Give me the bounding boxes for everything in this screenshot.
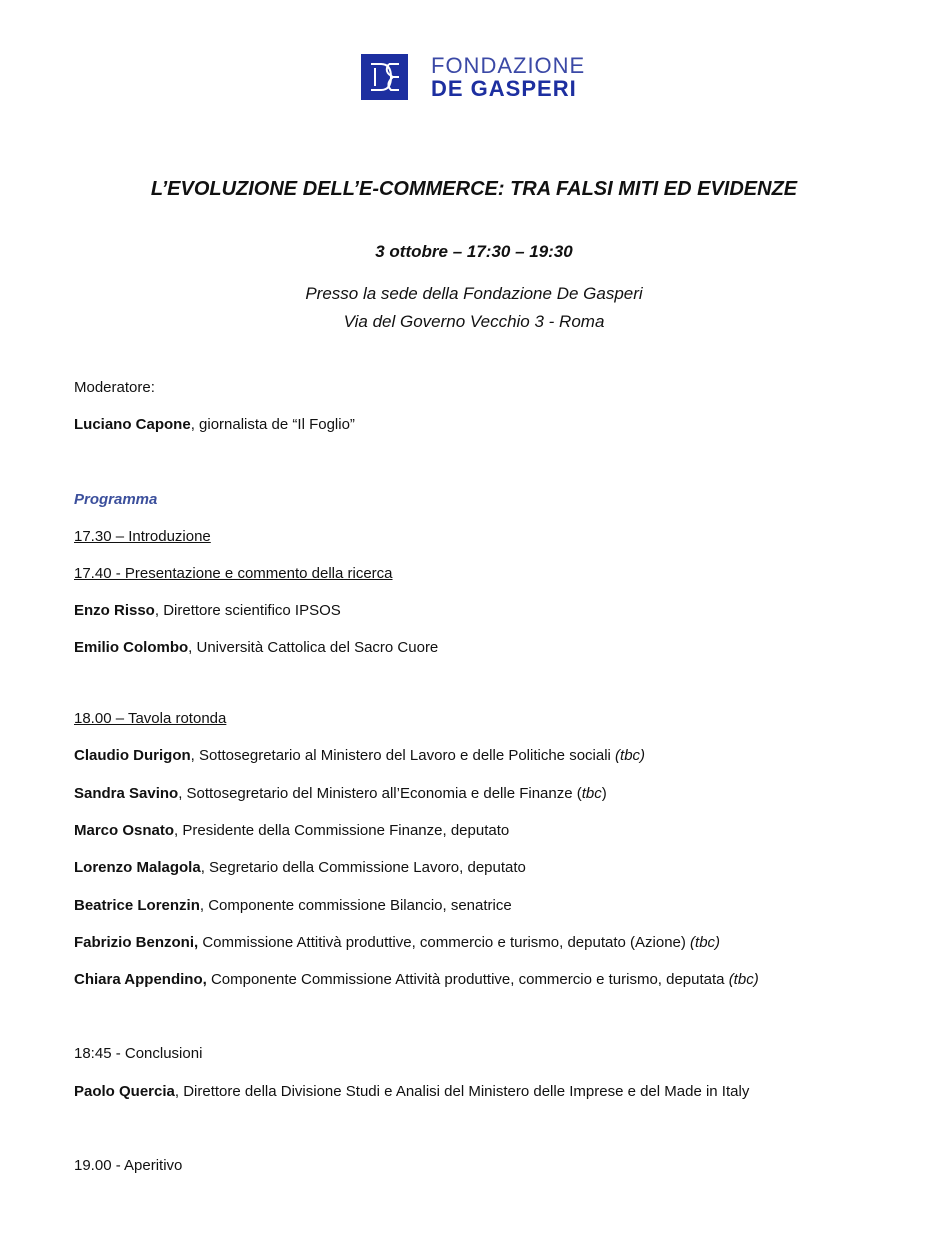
agenda-intro: 17.30 – Introduzione <box>74 528 211 545</box>
tbc-note: (tbc) <box>615 747 646 764</box>
tbc-close: ) <box>601 785 607 802</box>
agenda-aperitif: 19.00 - Aperitivo <box>74 1157 183 1174</box>
panelist-name: Lorenzo Malagola <box>74 859 201 876</box>
logo <box>361 54 585 100</box>
panelist-line <box>74 859 526 876</box>
presenter-line <box>74 602 341 619</box>
presenter-role: , Università Cattolica del Sacro Cuore <box>188 639 439 656</box>
panelist-role: , Sottosegretario del Ministero all’Economia e delle Finanze ( <box>178 785 582 802</box>
agenda-presentation: 17.40 - Presentazione e commento della ricerca <box>74 565 393 582</box>
panelist-role: , Sottosegretario al Ministero del Lavoro e delle Politiche sociali <box>190 747 616 764</box>
agenda-roundtable: 18.00 – Tavola rotonda <box>74 710 227 727</box>
programme-heading: Programma <box>74 491 158 508</box>
panelist-line <box>74 785 607 802</box>
agenda-conclusions: 18:45 - Conclusioni <box>74 1045 203 1062</box>
panelist-name: Sandra Savino <box>74 785 179 802</box>
panelist-line <box>74 822 509 839</box>
moderator-role: , giornalista de “Il Foglio” <box>190 416 355 433</box>
logo-line2: DE GASPERI <box>431 75 577 101</box>
panelist-name: Beatrice Lorenzin <box>74 897 200 914</box>
logo-line1: FONDAZIONE <box>431 52 586 78</box>
event-title: L’EVOLUZIONE DELL’E-COMMERCE: TRA FALSI MITI ED EVIDENZE <box>150 178 798 200</box>
panelist-name: Marco Osnato <box>74 822 175 839</box>
tbc-note: (tbc) <box>690 934 721 951</box>
presenter-name: Enzo Risso <box>74 602 155 619</box>
tbc-note: (tbc) <box>728 971 759 988</box>
panelist-role: , Segretario della Commissione Lavoro, deputato <box>200 859 526 876</box>
closing-speaker-name: Paolo Quercia <box>74 1083 175 1100</box>
panelist-name: Fabrizio Benzoni, <box>74 934 199 951</box>
presenter-line <box>74 639 438 656</box>
panelist-role: Componente Commissione Attività produttive, commercio e turismo, deputata <box>206 971 729 988</box>
moderator-label: Moderatore: <box>74 379 155 396</box>
panelist-line <box>74 971 759 988</box>
panelist-name: Chiara Appendino, <box>74 971 207 988</box>
moderator-name: Luciano Capone <box>74 416 191 433</box>
presenter-role: , Direttore scientifico IPSOS <box>154 602 341 619</box>
panelist-line <box>74 934 720 951</box>
closing-speaker-line <box>74 1083 749 1100</box>
panelist-name: Claudio Durigon <box>74 747 191 764</box>
panelist-role: , Componente commissione Bilancio, senatrice <box>199 897 512 914</box>
foundation-logo-icon <box>361 54 408 100</box>
event-date: 3 ottobre – 17:30 – 19:30 <box>375 242 573 261</box>
panelist-line <box>74 897 512 914</box>
closing-speaker-role: , Direttore della Divisione Studi e Analisi del Ministero delle Imprese e del Made in Italy <box>174 1083 750 1100</box>
panelist-line <box>74 747 645 764</box>
panelist-role: Commissione Attitivà produttive, commercio e turismo, deputato (Azione) <box>198 934 691 951</box>
venue-line1: Presso la sede della Fondazione De Gasperi <box>305 284 643 303</box>
venue-line2: Via del Governo Vecchio 3 - Roma <box>343 312 605 331</box>
presenter-name: Emilio Colombo <box>74 639 189 656</box>
panelist-role: , Presidente della Commissione Finanze, deputato <box>174 822 510 839</box>
moderator-line <box>74 416 355 433</box>
tbc-note: tbc <box>581 785 602 802</box>
